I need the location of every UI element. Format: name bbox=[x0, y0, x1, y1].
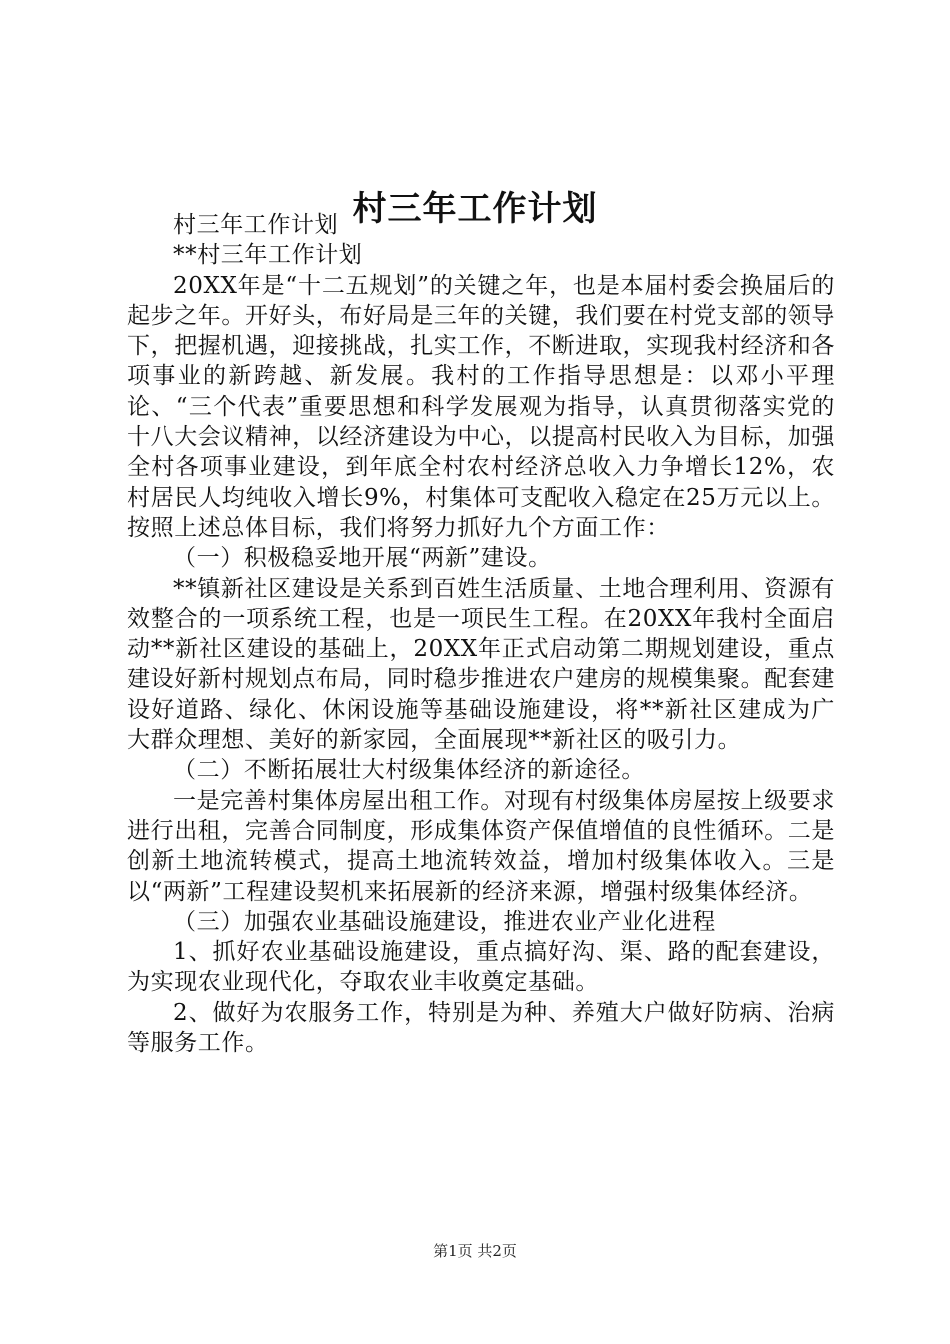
paragraph: **镇新社区建设是关系到百姓生活质量、土地合理利用、资源有效整合的一项系统工程，也是一项民生工程。在20XX年我村全面启动**新社区建设的基础上，20XX年正式启动第二期规划建设，重点建设好新村规划点布局，同时稳步推进农户建房的规模集聚。配套建设好道路、绿化、休闲设施等基础设施建设，将**新社区建成为广大群众理想、美好的新家园，全面展现**新社区的吸引力。 bbox=[127, 575, 835, 754]
section-heading: （一）积极稳妥地开展“两新”建设。 bbox=[173, 545, 552, 572]
section-heading: （二）不断拓展壮大村级集体经济的新途径。 bbox=[173, 757, 645, 784]
paragraph: 1、抓好农业基础设施建设，重点搞好沟、渠、路的配套建设，为实现农业现代化，夺取农业丰收奠定基础。 bbox=[127, 939, 835, 996]
paragraph: 2、做好为农服务工作，特别是为种、养殖大户做好防病、治病等服务工作。 bbox=[127, 999, 835, 1057]
paragraph: 20XX年是“十二五规划”的关键之年，也是本届村委会换届后的起步之年。开好头，布好局是三年的关键，我们要在村党支部的领导下，把握机遇，迎接挑战，扎实工作，不断进取，实现我村经济和各项事业的新跨越、新发展。我村的工作指导思想是：以邓小平理论、“三个代表”重要思想和科学发展观为指导，认真贯彻落实党的十八大会议精神，以经济建设为中心，以提高村民收入为目标，加强全村各项事业建设，到年底全村农村经济总收入力争增长12%，农村居民人均纯收入增长9%，村集体可支配收入稳定在25万元以上。按照上述总体目标，我们将努力抓好九个方面工作： bbox=[127, 272, 835, 541]
document-title: 村三年工作计划 bbox=[352, 189, 598, 229]
paragraph: 村三年工作计划 bbox=[173, 212, 339, 238]
paragraph: 一是完善村集体房屋出租工作。对现有村级集体房屋按上级要求进行出租，完善合同制度，形成集体资产保值增值的良性循环。二是创新土地流转模式，提高土地流转效益，增加村级集体收入。三是以“两新”工程建设契机来拓展新的经济来源，增强村级集体经济。 bbox=[127, 787, 835, 905]
document-body bbox=[127, 210, 835, 1058]
section-heading: （三）加强农业基础设施建设，推进农业产业化进程 bbox=[173, 908, 716, 935]
page-footer: 第1页 共2页 bbox=[433, 1242, 517, 1260]
paragraph: **村三年工作计划 bbox=[173, 242, 363, 269]
